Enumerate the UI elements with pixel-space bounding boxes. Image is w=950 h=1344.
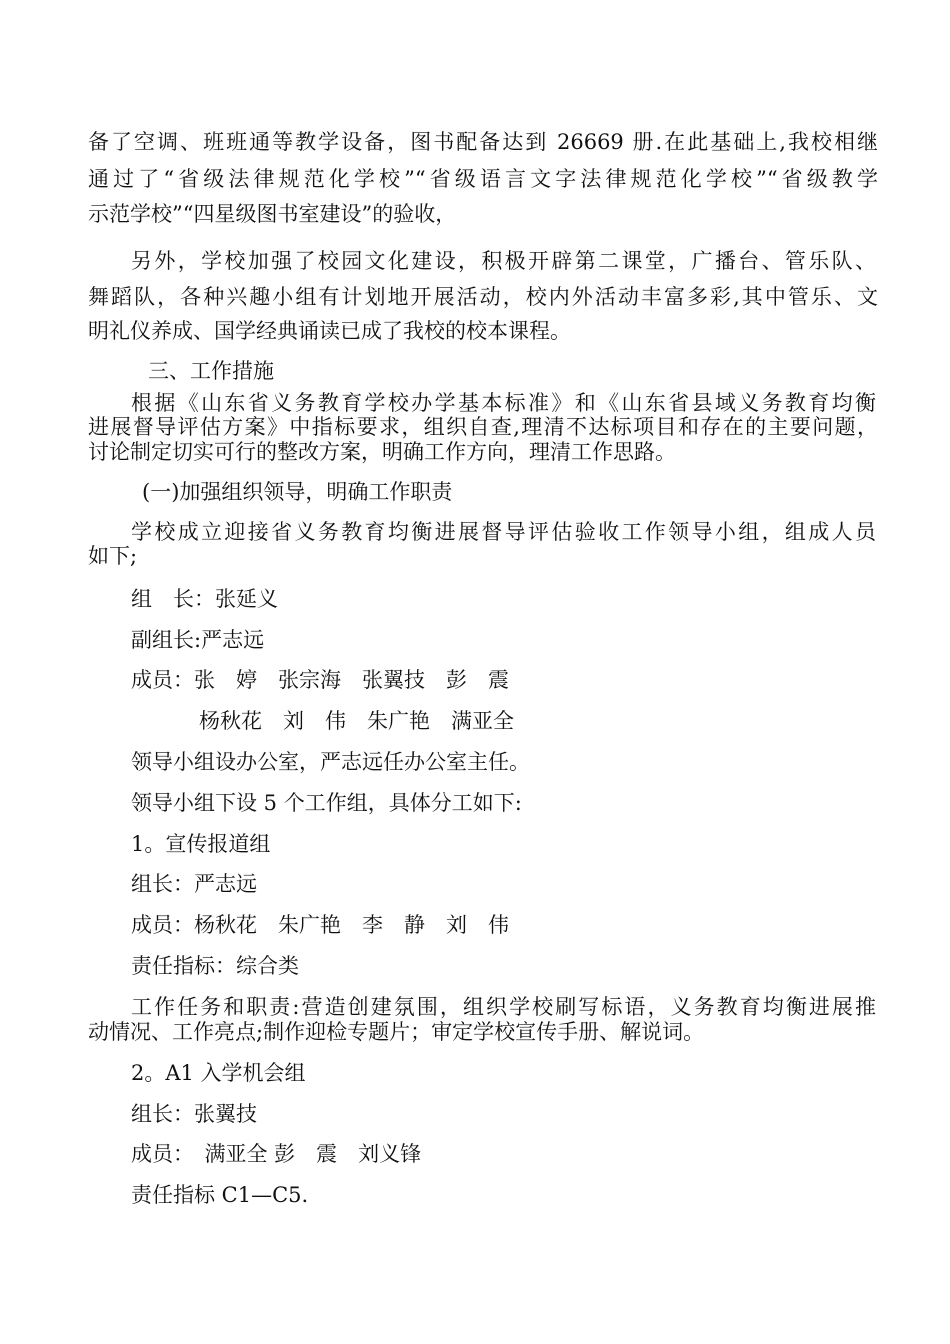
list-item: 组长：张翼技 xyxy=(131,1102,257,1126)
list-item: 组 长：张延义 xyxy=(131,587,278,611)
paragraph-line: 工作任务和职责:营造创建氛围，组织学校刷写标语，义务教育均衡进展推 xyxy=(131,995,876,1019)
list-item: 责任指标：综合类 xyxy=(131,954,299,978)
subsection-heading: (一)加强组织领导，明确工作职责 xyxy=(142,480,453,504)
paragraph-line: 示范学校”“四星级图书室建设”的验收， xyxy=(88,202,457,226)
list-item: 责任指标 C1—C5. xyxy=(131,1183,309,1207)
list-item: 领导小组下设 5 个工作组，具体分工如下: xyxy=(131,791,522,815)
section-heading: 三、工作措施 xyxy=(148,359,274,383)
paragraph-line: 另外，学校加强了校园文化建设，积极开辟第二课堂，广播台、管乐队、 xyxy=(131,249,876,273)
list-item: 成员：杨秋花 朱广艳 李 静 刘 伟 xyxy=(131,913,509,937)
paragraph-line: 备了空调、班班通等教学设备，图书配备达到 26669 册.在此基础上,我校相继 xyxy=(88,130,878,154)
list-item: 副组长:严志远 xyxy=(131,628,265,652)
list-item: 1。宣传报道组 xyxy=(131,832,271,856)
paragraph-line: 动情况、工作亮点;制作迎检专题片；审定学校宣传手册、解说词。 xyxy=(88,1020,705,1044)
paragraph-line: 明礼仪养成、国学经典诵读已成了我校的校本课程。 xyxy=(88,319,571,343)
paragraph-line: 进展督导评估方案》中指标要求，组织自查,理清不达标项目和存在的主要问题， xyxy=(88,415,878,439)
list-item: 领导小组设办公室，严志远任办公室主任。 xyxy=(131,750,530,774)
list-item: 杨秋花 刘 伟 朱广艳 满亚全 xyxy=(199,709,514,733)
paragraph-line: 根据《山东省义务教育学校办学基本标准》和《山东省县域义务教育均衡 xyxy=(131,391,876,415)
list-item: 组长：严志远 xyxy=(131,872,257,896)
paragraph-line: 学校成立迎接省义务教育均衡进展督导评估验收工作领导小组，组成人员 xyxy=(131,520,876,544)
list-item: 2。A1 入学机会组 xyxy=(131,1061,306,1085)
paragraph-line: 如下; xyxy=(88,544,138,568)
paragraph-line: 通过了“省级法律规范化学校”“省级语言文字法律规范化学校”“省级教学 xyxy=(88,167,878,191)
paragraph-line: 讨论制定切实可行的整改方案，明确工作方向，理清工作思路。 xyxy=(88,440,676,464)
paragraph-line: 舞蹈队，各种兴趣小组有计划地开展活动，校内外活动丰富多彩,其中管乐、文 xyxy=(88,285,878,309)
list-item: 成员： 满亚全 彭 震 刘义锋 xyxy=(131,1142,422,1166)
list-item: 成员：张 婷 张宗海 张翼技 彭 震 xyxy=(131,668,509,692)
